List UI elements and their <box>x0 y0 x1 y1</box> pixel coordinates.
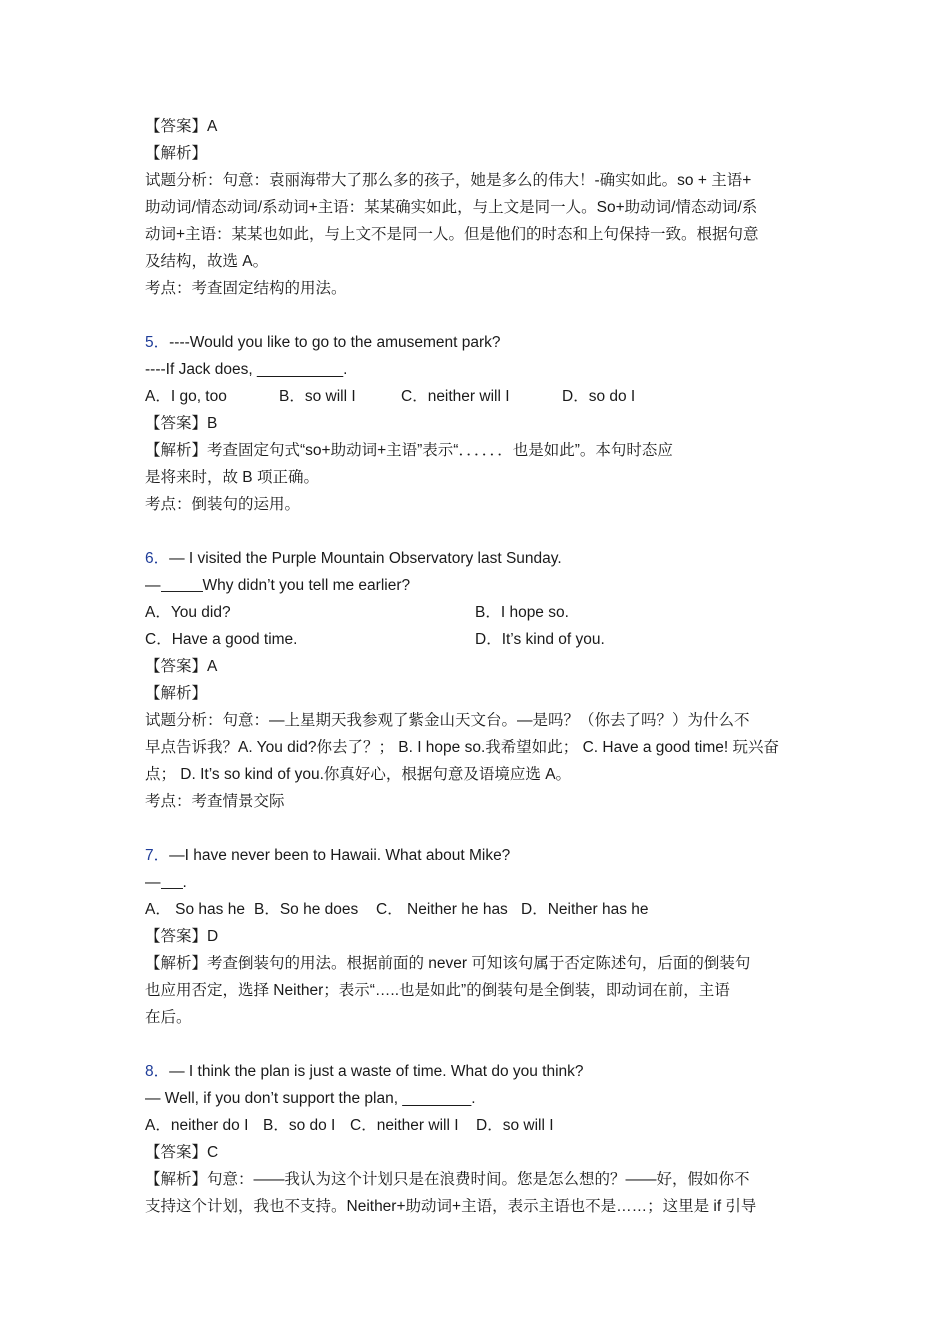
q7-analysis-line: 也应用否定，选择 Neither；表示“…..也是如此”的倒装句是全倒装，即动词在前，主语 <box>145 982 730 999</box>
q7-stem-2-text: . <box>182 874 187 891</box>
q8-stem-2: — Well, if you don’t support the plan, ________. <box>145 1090 476 1107</box>
q7-analysis-line: 在后。 <box>145 1009 192 1026</box>
dash: — <box>145 874 161 891</box>
document-page <box>145 113 810 1220</box>
q6-point: 考点：考查情景交际 <box>145 793 285 810</box>
option-a: A．You did? <box>145 604 231 621</box>
q5-answer: 【答案】B <box>145 415 218 432</box>
q8-stem <box>145 1058 810 1085</box>
spacer <box>145 518 810 545</box>
q6-answer: 【答案】A <box>145 658 218 675</box>
spacer <box>145 815 810 842</box>
option-a: A．I go, too <box>145 388 227 405</box>
option-c: C．Have a good time. <box>145 631 298 648</box>
answer-blank <box>161 871 183 889</box>
spacer <box>145 1031 810 1058</box>
dash: — <box>145 577 161 594</box>
option-d: D．so do I <box>562 388 636 405</box>
q7-analysis-line: 【解析】考查倒装句的用法。根据前面的 never 可知该句属于否定陈述句，后面的倒装句 <box>145 955 751 972</box>
q7-answer: 【答案】D <box>145 928 219 945</box>
q6-analysis-line: 试题分析：句意：—上星期天我参观了紫金山天文台。—是吗？（你去了吗？）为什么不 <box>145 712 750 729</box>
q6-stem <box>145 545 810 572</box>
question-number: 5． <box>145 334 170 351</box>
q4-analysis-line: 动词+主语：某某也如此，与上文不是同一人。但是他们的时态和上句保持一致。根据句意 <box>145 226 759 243</box>
q4-point: 考点：考查固定结构的用法。 <box>145 280 347 297</box>
q8-analysis-line: 【解析】句意：——我认为这个计划只是在浪费时间。您是怎么想的？——好，假如你不 <box>145 1171 750 1188</box>
q5-options <box>145 383 810 410</box>
q6-options-row-1 <box>145 599 810 626</box>
q4-answer: 【答案】A <box>145 118 218 135</box>
q6-analysis-title: 【解析】 <box>145 685 208 702</box>
q5-analysis-line: 是将来时，故 B 项正确。 <box>145 469 319 486</box>
q4-analysis-title: 【解析】 <box>145 145 208 162</box>
q4-analysis-line: 试题分析：句意：袁丽海带大了那么多的孩子，她是多么的伟大！-确实如此。so + 主语+ <box>145 172 752 189</box>
option-d: D．so will I <box>476 1117 554 1134</box>
q5-stem-2: ----If Jack does, __________. <box>145 361 348 378</box>
q5-point: 考点：倒装句的运用。 <box>145 496 301 513</box>
option-b: B．I hope so. <box>475 604 569 621</box>
q6-stem-2-text: Why didn’t you tell me earlier? <box>202 577 411 594</box>
q6-options-row-2 <box>145 626 810 653</box>
q8-analysis-line: 支持这个计划，我也不支持。Neither+助动词+主语，表示主语也不是……；这里是 if 引导 <box>145 1198 757 1215</box>
q5-stem <box>145 329 810 356</box>
q6-analysis-line: 早点告诉我？A. You did?你去了？； B. I hope so.我希望如此； C. Have a good time! 玩兴奋 <box>145 739 779 756</box>
option-b: B．so do I <box>263 1117 336 1134</box>
option-c: C．neither will I <box>350 1117 459 1134</box>
q4-analysis-line: 及结构，故选 A。 <box>145 253 269 270</box>
q7-stem-text: —I have never been to Hawaii. What about Mike? <box>169 847 511 864</box>
question-number: 6． <box>145 550 170 567</box>
q5-stem-text: ----Would you like to go to the amusement park? <box>169 334 501 351</box>
option-a: A．neither do I <box>145 1117 249 1134</box>
option-a: A． So has he <box>145 901 245 918</box>
q4-analysis-line: 助动词/情态动词/系动词+主语：某某确实如此，与上文是同一人。So+助动词/情态动词/系 <box>145 199 758 216</box>
q7-stem <box>145 842 810 869</box>
question-number: 8． <box>145 1063 170 1080</box>
option-b: B．so will I <box>279 388 356 405</box>
q6-stem-text: — I visited the Purple Mountain Observatory last Sunday. <box>169 550 562 567</box>
q6-analysis-line: 点； D. It’s so kind of you.你真好心，根据句意及语境应选 A。 <box>145 766 572 783</box>
spacer <box>145 302 810 329</box>
question-number: 7． <box>145 847 170 864</box>
option-d: D．Neither has he <box>521 901 649 918</box>
q8-stem-text: — I think the plan is just a waste of time. What do you think? <box>169 1063 584 1080</box>
option-d: D．It’s kind of you. <box>475 631 605 648</box>
option-c: C． Neither he has <box>376 901 508 918</box>
q5-analysis-line: 【解析】考查固定句式“so+助动词+主语”表示“．．．．．．也是如此”。本句时态应 <box>145 442 673 459</box>
q8-answer: 【答案】C <box>145 1144 219 1161</box>
q7-stem-2 <box>145 869 810 896</box>
q6-stem-2 <box>145 572 810 599</box>
q7-options <box>145 896 810 923</box>
option-b: B．So he does <box>254 901 359 918</box>
answer-blank <box>161 574 203 592</box>
q8-options <box>145 1112 810 1139</box>
option-c: C．neither will I <box>401 388 510 405</box>
